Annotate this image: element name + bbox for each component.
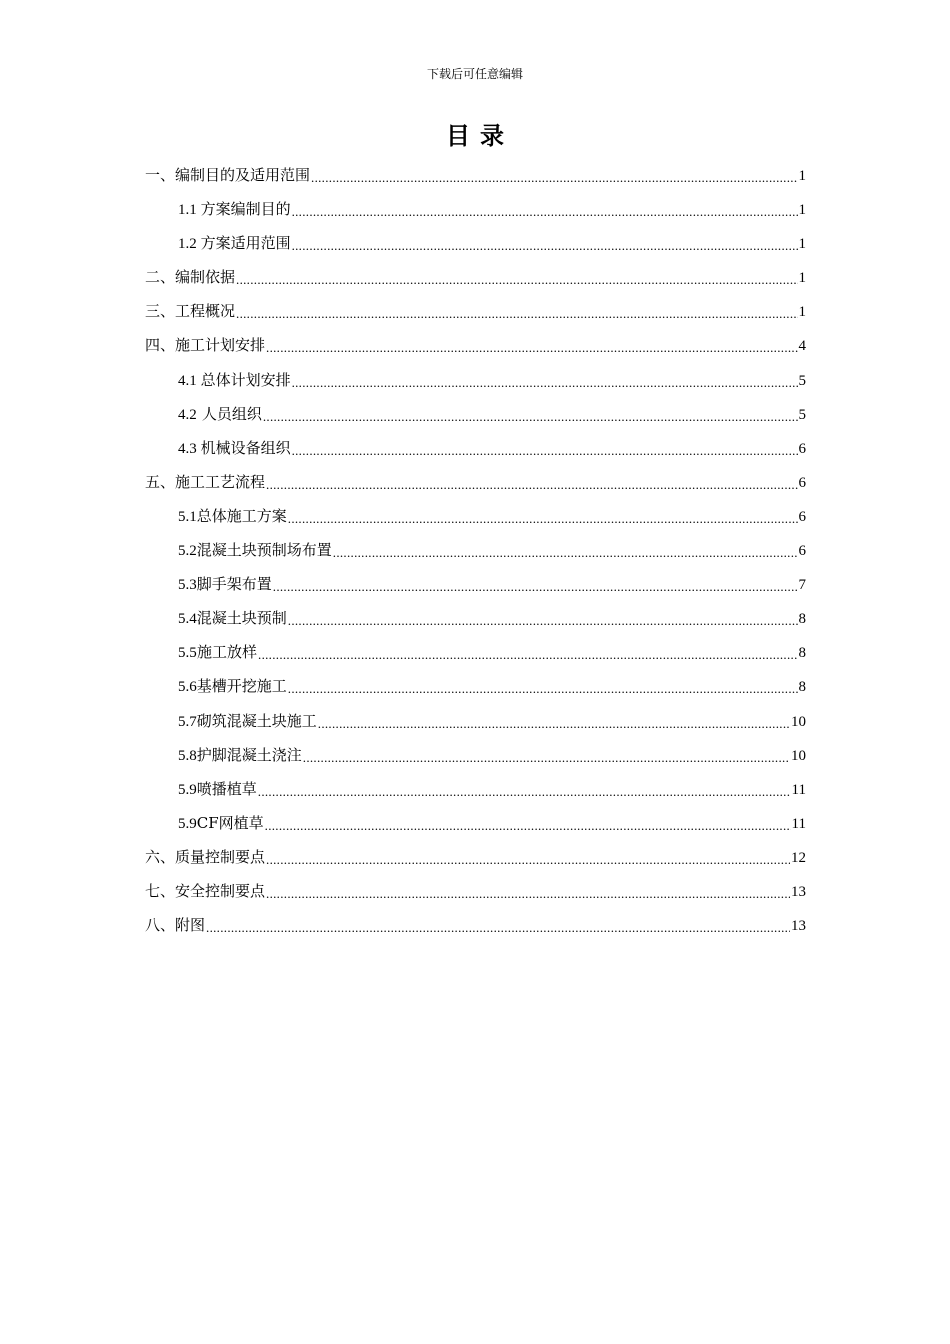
toc-entry-title: 砌筑混凝土块施工: [196, 711, 317, 730]
toc-entry-number: 5.1: [178, 508, 197, 525]
toc-entry-number: 5.5: [178, 645, 197, 662]
toc-entry[interactable]: [145, 704, 806, 738]
toc-entry-title: 二、编制依据: [145, 268, 236, 287]
toc-entry-title: 三、工程概况: [145, 302, 236, 321]
toc-entry[interactable]: [145, 328, 806, 362]
toc-dot-leader: [292, 373, 798, 393]
toc-dot-leader: [266, 850, 790, 870]
toc-title: 目录: [446, 121, 514, 150]
toc-dot-leader: [263, 407, 798, 427]
toc-entry-title: CF网植草: [196, 813, 264, 832]
toc-entry-number: 5.9: [178, 815, 197, 832]
toc-entry-title: 四、施工计划安排: [145, 336, 266, 355]
toc-dot-leader: [311, 168, 797, 188]
toc-entry-title: 施工放样: [197, 643, 258, 662]
toc-entry[interactable]: [145, 192, 806, 226]
toc-entry-number: 4.2: [178, 406, 197, 423]
toc-entry-title: 护脚混凝土浇注: [196, 745, 302, 764]
toc-dot-leader: [288, 611, 798, 631]
toc-entry-page-number: 8: [798, 679, 806, 696]
toc-entry-title: 八、附图: [145, 916, 206, 935]
toc-entry[interactable]: [145, 397, 806, 431]
toc-entry[interactable]: [145, 635, 806, 669]
toc-entry-number: 1.2: [178, 236, 197, 253]
toc-entry-page-number: 5: [798, 406, 806, 423]
toc-entry-title: 五、施工工艺流程: [145, 472, 266, 491]
toc-entry-title: 喷播植草: [196, 779, 257, 798]
toc-entry-title: 人员组织: [201, 404, 262, 423]
toc-entry-page-number: 13: [791, 918, 806, 935]
toc-entry-page-number: 1: [798, 270, 806, 287]
toc-entry-number: 5.7: [178, 713, 197, 730]
toc-entry-number: 5.8: [178, 747, 197, 764]
toc-entry-title: 方案编制目的: [200, 200, 291, 219]
toc-entry-number: 5.2: [178, 543, 197, 560]
toc-entry[interactable]: [145, 772, 806, 806]
toc-entry-page-number: 6: [798, 474, 806, 491]
toc-entry-number: 5.3: [178, 577, 197, 594]
toc-dot-leader: [206, 918, 790, 938]
toc-entry-page-number: 1: [798, 168, 806, 184]
toc-entry-number: 4.1: [178, 372, 197, 389]
toc-entry[interactable]: [145, 260, 806, 294]
toc-dot-leader: [266, 338, 797, 358]
toc-entry-number: 5.4: [178, 611, 197, 628]
table-of-contents: [145, 158, 806, 942]
toc-entry[interactable]: [145, 738, 806, 772]
toc-entry-number: 5.6: [178, 679, 197, 696]
toc-entry-page-number: 12: [791, 849, 806, 866]
toc-entry-number: 4.3: [178, 440, 197, 457]
toc-entry-title: 混凝土块预制场布置: [196, 541, 332, 560]
toc-entry-page-number: 7: [798, 577, 806, 594]
toc-entry[interactable]: [145, 431, 806, 465]
toc-entry-title: 脚手架布置: [196, 575, 272, 594]
toc-entry[interactable]: [145, 806, 806, 840]
toc-entry-title: 七、安全控制要点: [145, 881, 266, 900]
toc-entry[interactable]: [145, 226, 806, 260]
toc-dot-leader: [266, 884, 790, 904]
toc-dot-leader: [236, 270, 797, 290]
toc-entry[interactable]: [145, 363, 806, 397]
toc-dot-leader: [273, 577, 798, 597]
toc-dot-leader: [333, 543, 798, 563]
toc-entry-number: 5.9: [178, 781, 197, 798]
toc-entry-title: 基槽开挖施工: [196, 677, 287, 696]
toc-dot-leader: [258, 782, 791, 802]
toc-entry-page-number: 1: [798, 304, 806, 321]
toc-entry[interactable]: [145, 669, 806, 703]
toc-entry-page-number: 6: [798, 440, 806, 457]
toc-entry[interactable]: [145, 567, 806, 601]
toc-entry-title: 总体施工方案: [196, 506, 287, 525]
toc-entry-page-number: 6: [798, 543, 806, 560]
toc-entry[interactable]: [145, 465, 806, 499]
toc-dot-leader: [318, 714, 790, 734]
toc-entry[interactable]: [145, 601, 806, 635]
toc-entry-title: 方案适用范围: [200, 234, 291, 253]
toc-dot-leader: [266, 475, 797, 495]
toc-dot-leader: [288, 509, 798, 529]
toc-entry-number: 1.1: [178, 202, 197, 219]
toc-dot-leader: [292, 236, 798, 256]
toc-entry-page-number: 4: [798, 338, 806, 355]
toc-entry-title: 混凝土块预制: [196, 609, 287, 628]
toc-dot-leader: [288, 679, 798, 699]
toc-entry[interactable]: [145, 840, 806, 874]
toc-entry-page-number: 1: [798, 202, 806, 219]
toc-entry[interactable]: [145, 158, 806, 192]
toc-dot-leader: [265, 816, 791, 836]
toc-dot-leader: [236, 304, 797, 324]
toc-entry-title: 一、编制目的及适用范围: [145, 166, 311, 184]
toc-entry-page-number: 13: [791, 883, 806, 900]
toc-dot-leader: [292, 202, 798, 222]
toc-entry-page-number: 6: [798, 508, 806, 525]
toc-entry[interactable]: [145, 874, 806, 908]
toc-dot-leader: [292, 441, 798, 461]
toc-dot-leader: [258, 645, 797, 665]
toc-entry-page-number: 11: [791, 781, 806, 798]
toc-entry-page-number: 8: [798, 611, 806, 628]
toc-entry-page-number: 11: [791, 815, 806, 832]
page-header: 下载后可任意编辑: [426, 67, 523, 81]
toc-entry[interactable]: [145, 499, 806, 533]
toc-entry-title: 总体计划安排: [200, 370, 291, 389]
toc-entry-page-number: 10: [791, 747, 806, 764]
toc-entry-page-number: 5: [798, 372, 806, 389]
toc-entry[interactable]: [145, 908, 806, 942]
toc-entry-page-number: 10: [791, 713, 806, 730]
toc-entry[interactable]: [145, 533, 806, 567]
toc-entry-page-number: 8: [798, 645, 806, 662]
toc-entry-page-number: 1: [798, 236, 806, 253]
toc-entry-title: 机械设备组织: [200, 438, 291, 457]
toc-entry-title: 六、质量控制要点: [145, 847, 266, 866]
toc-dot-leader: [303, 748, 790, 768]
toc-entry[interactable]: [145, 294, 806, 328]
